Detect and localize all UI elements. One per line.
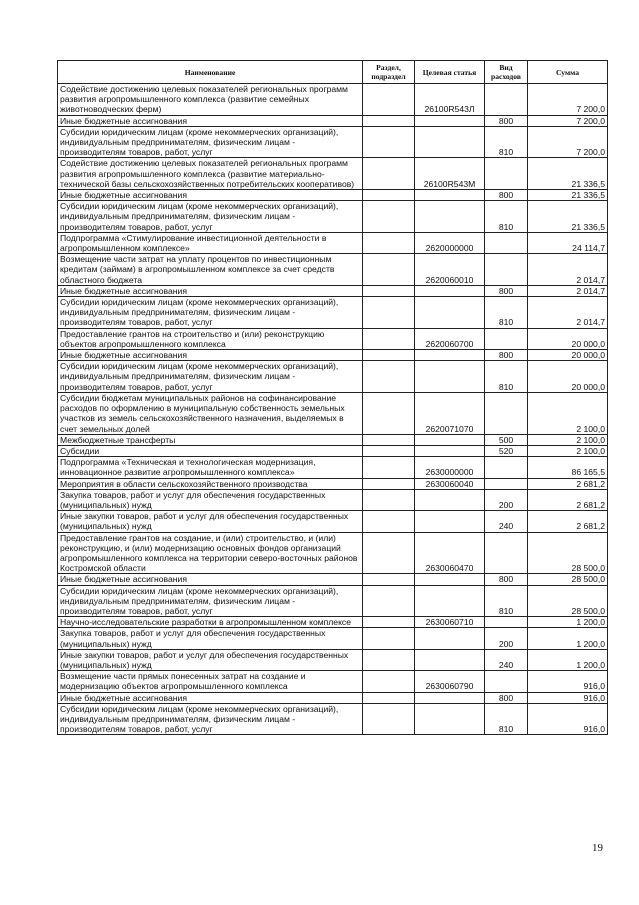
row-sum: 21 336,5 — [528, 201, 608, 233]
row-expense-type — [485, 84, 528, 116]
row-section — [363, 328, 415, 349]
row-sum: 28 500,0 — [528, 574, 608, 585]
row-article — [415, 649, 485, 670]
row-article: 2630060470 — [415, 532, 485, 574]
row-expense-type — [485, 671, 528, 692]
table-row — [58, 126, 608, 158]
row-name: Подпрограмма «Техническая и технологическая модернизация, инновационное развитие агропромышленного комплекса» — [58, 457, 363, 478]
row-section — [363, 478, 415, 489]
row-section — [363, 254, 415, 286]
row-name: Субсидии бюджетам муниципальных районов на софинансирование расходов по оформлению в муниципальную собственность земельных участков из земель сельскохозяйственного назначения, выделяемых в счет земельных долей — [58, 392, 363, 434]
row-sum: 20 000,0 — [528, 361, 608, 393]
table-row — [58, 703, 608, 735]
table-row — [58, 84, 608, 116]
row-name: Иные бюджетные ассигнования — [58, 574, 363, 585]
row-expense-type — [485, 617, 528, 628]
row-sum: 7 200,0 — [528, 126, 608, 158]
row-sum: 21 336,5 — [528, 190, 608, 201]
row-sum: 2 100,0 — [528, 434, 608, 445]
row-name: Иные бюджетные ассигнования — [58, 115, 363, 126]
row-section — [363, 190, 415, 201]
row-name: Субсидии юридическим лицам (кроме некоммерческих организаций), индивидуальным предпринимателям, физическим лицам - производителям товаров, работ, услуг — [58, 297, 363, 329]
row-name: Научно-исследовательские разработки в агропромышленном комплексе — [58, 617, 363, 628]
row-article: 2630060710 — [415, 617, 485, 628]
row-name: Закупка товаров, работ и услуг для обеспечения государственных (муниципальных) нужд — [58, 489, 363, 510]
row-article: 2630000000 — [415, 457, 485, 478]
row-expense-type: 800 — [485, 692, 528, 703]
header-type: Вид расходов — [485, 61, 528, 84]
row-sum: 1 200,0 — [528, 649, 608, 670]
row-expense-type: 810 — [485, 585, 528, 617]
row-name: Иные бюджетные ассигнования — [58, 350, 363, 361]
row-section — [363, 532, 415, 574]
row-sum: 28 500,0 — [528, 585, 608, 617]
table-row — [58, 434, 608, 445]
table-row — [58, 532, 608, 574]
row-section — [363, 511, 415, 532]
row-sum: 24 114,7 — [528, 232, 608, 253]
row-sum: 2 014,7 — [528, 254, 608, 286]
row-expense-type: 500 — [485, 434, 528, 445]
table-body — [58, 84, 608, 735]
row-section — [363, 434, 415, 445]
table-row — [58, 350, 608, 361]
header-sum: Сумма — [528, 61, 608, 84]
table-row — [58, 692, 608, 703]
row-article: 26100R543М — [415, 158, 485, 190]
row-sum: 20 000,0 — [528, 328, 608, 349]
budget-table — [57, 60, 608, 735]
row-section — [363, 628, 415, 649]
row-expense-type: 200 — [485, 628, 528, 649]
row-expense-type: 800 — [485, 190, 528, 201]
row-article: 2630060040 — [415, 478, 485, 489]
row-name: Субсидии юридическим лицам (кроме некоммерческих организаций), индивидуальным предпринимателям, физическим лицам - производителям товаров, работ, услуг — [58, 126, 363, 158]
row-expense-type: 200 — [485, 489, 528, 510]
table-row — [58, 511, 608, 532]
row-expense-type: 810 — [485, 201, 528, 233]
table-row — [58, 254, 608, 286]
row-sum: 28 500,0 — [528, 532, 608, 574]
row-expense-type — [485, 392, 528, 434]
table-row — [58, 457, 608, 478]
row-name: Возмещение части затрат на уплату процентов по инвестиционным кредитам (займам) в агропромышленном комплексе за счет средств областного бюджета — [58, 254, 363, 286]
row-article — [415, 361, 485, 393]
row-expense-type: 800 — [485, 574, 528, 585]
row-section — [363, 115, 415, 126]
row-sum: 2 014,7 — [528, 285, 608, 296]
table-row — [58, 649, 608, 670]
table-row — [58, 392, 608, 434]
row-section — [363, 201, 415, 233]
table-row — [58, 115, 608, 126]
table-row — [58, 328, 608, 349]
row-expense-type — [485, 478, 528, 489]
row-sum: 20 000,0 — [528, 350, 608, 361]
row-section — [363, 158, 415, 190]
row-sum: 7 200,0 — [528, 115, 608, 126]
row-sum: 21 336,5 — [528, 158, 608, 190]
row-sum: 916,0 — [528, 692, 608, 703]
row-section — [363, 350, 415, 361]
header-section: Раздел, подраздел — [363, 61, 415, 84]
row-sum: 1 200,0 — [528, 617, 608, 628]
row-expense-type: 800 — [485, 350, 528, 361]
row-section — [363, 285, 415, 296]
header-name: Наименование — [58, 61, 363, 84]
table-row — [58, 574, 608, 585]
row-name: Содействие достижению целевых показателей региональных программ развития агропромышленного комплекса (развитие семейных животноводческих ферм) — [58, 84, 363, 116]
row-article: 2620071070 — [415, 392, 485, 434]
row-sum: 2 100,0 — [528, 392, 608, 434]
table-row — [58, 628, 608, 649]
row-article — [415, 585, 485, 617]
row-expense-type — [485, 254, 528, 286]
table-row — [58, 190, 608, 201]
row-section — [363, 297, 415, 329]
table-row — [58, 671, 608, 692]
row-name: Подпрограмма «Стимулирование инвестиционной деятельности в агропромышленном комплексе» — [58, 232, 363, 253]
row-article — [415, 126, 485, 158]
row-name: Субсидии юридическим лицам (кроме некоммерческих организаций), индивидуальным предпринимателям, физическим лицам - производителям товаров, работ, услуг — [58, 361, 363, 393]
row-name: Субсидии юридическим лицам (кроме некоммерческих организаций), индивидуальным предпринимателям, физическим лицам - производителям товаров, работ, услуг — [58, 585, 363, 617]
table-row — [58, 445, 608, 456]
row-sum: 2 100,0 — [528, 445, 608, 456]
row-name: Иные закупки товаров, работ и услуг для обеспечения государственных (муниципальных) нужд — [58, 649, 363, 670]
row-section — [363, 585, 415, 617]
row-expense-type: 810 — [485, 703, 528, 735]
row-name: Иные закупки товаров, работ и услуг для обеспечения государственных (муниципальных) нужд — [58, 511, 363, 532]
row-article: 2630060790 — [415, 671, 485, 692]
table-row — [58, 617, 608, 628]
row-expense-type — [485, 232, 528, 253]
row-expense-type: 520 — [485, 445, 528, 456]
row-section — [363, 649, 415, 670]
row-section — [363, 574, 415, 585]
budget-page — [57, 60, 607, 735]
row-section — [363, 84, 415, 116]
row-section — [363, 361, 415, 393]
row-expense-type — [485, 457, 528, 478]
row-sum: 86 165,5 — [528, 457, 608, 478]
row-name: Межбюджетные трансферты — [58, 434, 363, 445]
row-sum: 2 681,2 — [528, 511, 608, 532]
row-article — [415, 350, 485, 361]
row-article — [415, 190, 485, 201]
table-row — [58, 361, 608, 393]
row-name: Мероприятия в области сельскохозяйственного производства — [58, 478, 363, 489]
row-expense-type — [485, 328, 528, 349]
row-article — [415, 297, 485, 329]
row-sum: 1 200,0 — [528, 628, 608, 649]
table-row — [58, 489, 608, 510]
row-expense-type: 240 — [485, 511, 528, 532]
row-section — [363, 126, 415, 158]
table-row — [58, 232, 608, 253]
row-article — [415, 574, 485, 585]
row-sum: 2 014,7 — [528, 297, 608, 329]
row-section — [363, 489, 415, 510]
header-article: Целевая статья — [415, 61, 485, 84]
row-name: Иные бюджетные ассигнования — [58, 692, 363, 703]
row-name: Субсидии юридическим лицам (кроме некоммерческих организаций), индивидуальным предпринимателям, физическим лицам - производителям товаров, работ, услуг — [58, 201, 363, 233]
row-expense-type: 810 — [485, 361, 528, 393]
row-name: Возмещение части прямых понесенных затрат на создание и модернизацию объектов агропромышленного комплекса — [58, 671, 363, 692]
row-article: 26100R543Л — [415, 84, 485, 116]
table-header-row — [58, 61, 608, 84]
table-row — [58, 201, 608, 233]
row-article — [415, 703, 485, 735]
row-article — [415, 511, 485, 532]
row-expense-type — [485, 532, 528, 574]
row-expense-type: 810 — [485, 297, 528, 329]
row-expense-type: 800 — [485, 285, 528, 296]
row-article — [415, 285, 485, 296]
row-name: Иные бюджетные ассигнования — [58, 190, 363, 201]
row-article — [415, 628, 485, 649]
row-article: 2620060010 — [415, 254, 485, 286]
row-expense-type — [485, 158, 528, 190]
row-article — [415, 434, 485, 445]
row-article — [415, 201, 485, 233]
table-row — [58, 158, 608, 190]
row-expense-type: 240 — [485, 649, 528, 670]
row-article — [415, 445, 485, 456]
row-section — [363, 671, 415, 692]
row-section — [363, 457, 415, 478]
row-article: 2620000000 — [415, 232, 485, 253]
table-row — [58, 285, 608, 296]
row-article: 2620060700 — [415, 328, 485, 349]
row-name: Субсидии юридическим лицам (кроме некоммерческих организаций), индивидуальным предпринимателям, физическим лицам - производителям товаров, работ, услуг — [58, 703, 363, 735]
row-article — [415, 489, 485, 510]
table-row — [58, 297, 608, 329]
row-article — [415, 115, 485, 126]
row-section — [363, 232, 415, 253]
row-expense-type: 810 — [485, 126, 528, 158]
row-name: Предоставление грантов на строительство и (или) реконструкцию объектов агропромышленного комплекса — [58, 328, 363, 349]
page-number: 19 — [592, 842, 603, 854]
row-name: Иные бюджетные ассигнования — [58, 285, 363, 296]
table-row — [58, 478, 608, 489]
row-sum: 2 681,2 — [528, 478, 608, 489]
row-sum: 2 681,2 — [528, 489, 608, 510]
row-article — [415, 692, 485, 703]
row-sum: 916,0 — [528, 671, 608, 692]
row-section — [363, 703, 415, 735]
table-row — [58, 585, 608, 617]
row-section — [363, 617, 415, 628]
row-section — [363, 692, 415, 703]
row-section — [363, 445, 415, 456]
row-name: Субсидии — [58, 445, 363, 456]
row-name: Закупка товаров, работ и услуг для обеспечения государственных (муниципальных) нужд — [58, 628, 363, 649]
row-sum: 916,0 — [528, 703, 608, 735]
row-sum: 7 200,0 — [528, 84, 608, 116]
row-section — [363, 392, 415, 434]
row-expense-type: 800 — [485, 115, 528, 126]
row-name: Предоставление грантов на создание, и (или) строительство, и (или) реконструкцию, и (или) модернизацию основных фондов организаций агропромышленного комплекса на территории северо-восточных районов Костромской области — [58, 532, 363, 574]
row-name: Содействие достижению целевых показателей региональных программ развития агропромышленного комплекса (развитие материально-технической базы сельскохозяйственных потребительских кооперативов) — [58, 158, 363, 190]
